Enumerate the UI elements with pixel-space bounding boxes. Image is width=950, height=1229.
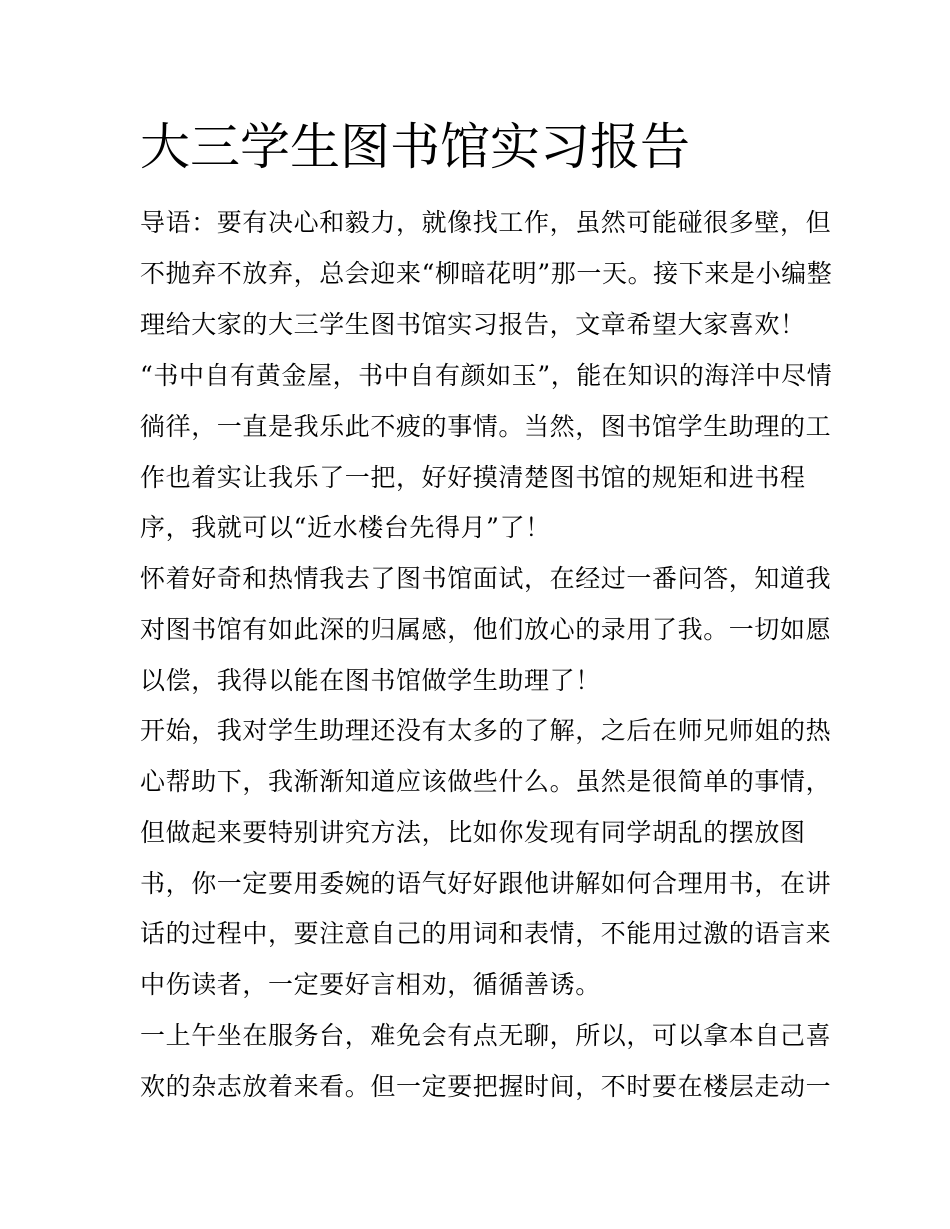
body-line: 作也着实让我乐了一把，好好摸清楚图书馆的规矩和进书程 <box>140 463 806 492</box>
body-line: 但做起来要特别讲究方法，比如你发现有同学胡乱的摆放图 <box>140 818 806 847</box>
document-title: 大三学生图书馆实习报告 <box>140 118 690 176</box>
body-line: 不抛弃不放弃，总会迎来“柳暗花明”那一天。接下来是小编整 <box>140 259 833 288</box>
body-line: 书，你一定要用委婉的语气好好跟他讲解如何合理用书，在讲 <box>140 869 832 898</box>
body-line: 对图书馆有如此深的归属感，他们放心的录用了我。一切如愿 <box>140 615 832 644</box>
body-line: 怀着好奇和热情我去了图书馆面试，在经过一番问答，知道我 <box>140 564 832 593</box>
body-line: 欢的杂志放着来看。但一定要把握时间，不时要在楼层走动一 <box>140 1072 832 1101</box>
body-line: 徜徉，一直是我乐此不疲的事情。当然，图书馆学生助理的工 <box>140 412 832 441</box>
body-line: 以偿，我得以能在图书馆做学生助理了！ <box>140 666 601 695</box>
body-line: 序，我就可以“近水楼台先得月”了！ <box>140 513 551 542</box>
body-line: 一上午坐在服务台，难免会有点无聊，所以，可以拿本自己喜 <box>140 1021 832 1050</box>
body-line: 心帮助下，我渐渐知道应该做些什么。虽然是很简单的事情， <box>140 767 832 796</box>
body-line: 理给大家的大三学生图书馆实习报告，文章希望大家喜欢！ <box>140 310 806 339</box>
body-line: “书中自有黄金屋，书中自有颜如玉”，能在知识的海洋中尽情 <box>140 361 833 390</box>
body-line: 话的过程中，要注意自己的用词和表情，不能用过激的语言来 <box>140 919 832 948</box>
body-line: 导语：要有决心和毅力，就像找工作，虽然可能碰很多壁，但 <box>140 208 832 237</box>
body-line: 中伤读者，一定要好言相劝，循循善诱。 <box>140 970 601 999</box>
body-line: 开始，我对学生助理还没有太多的了解，之后在师兄师姐的热 <box>140 716 832 745</box>
